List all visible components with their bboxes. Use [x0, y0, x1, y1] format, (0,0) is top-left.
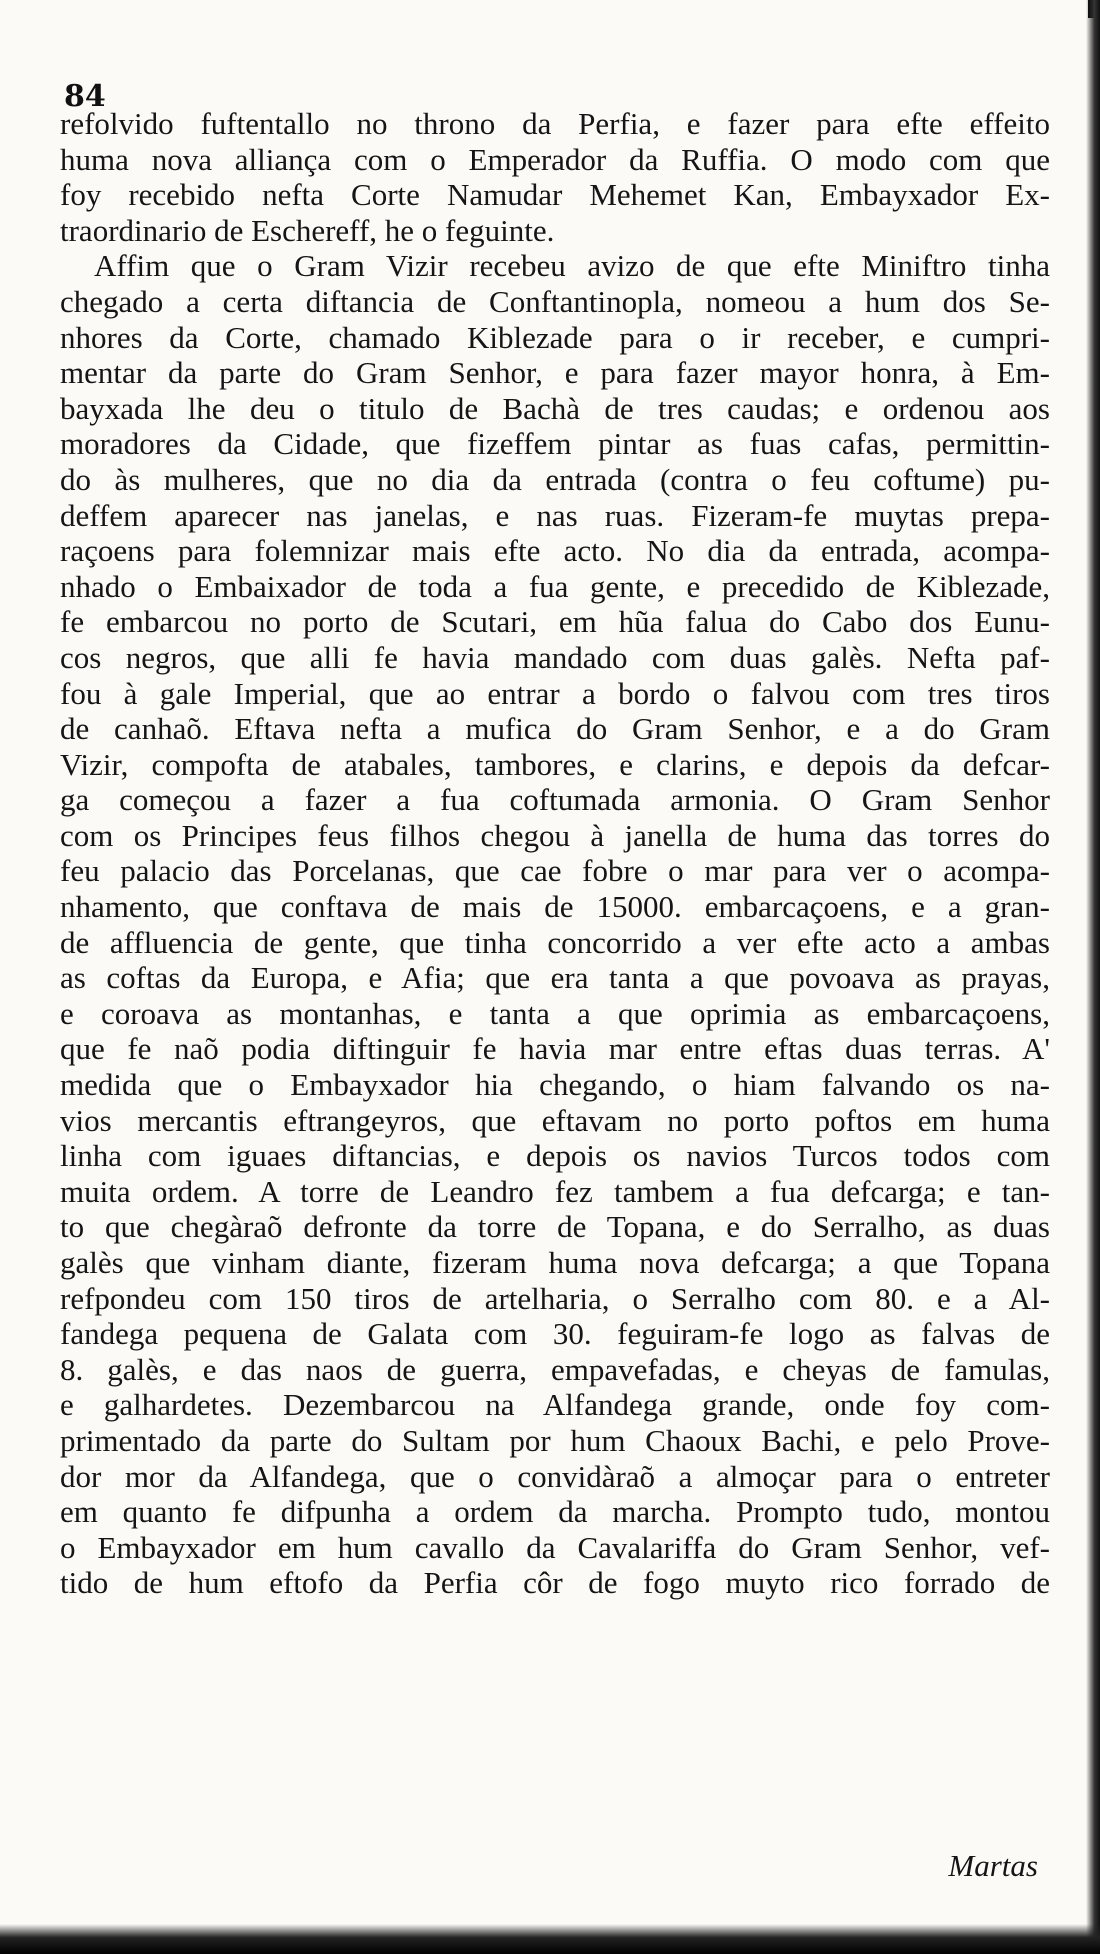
text-line: mentar da parte do Gram Senhor, e para fazer mayor honra, à Em-: [60, 355, 1050, 391]
text-line: fandega pequena de Galata com 30. feguiram-fe logo as falvas de: [60, 1316, 1050, 1352]
text-line: foy recebido nefta Corte Namudar Mehemet Kan, Embayxador Ex-: [60, 177, 1050, 213]
text-line: fou à gale Imperial, que ao entrar a bordo o falvou com tres tiros: [60, 675, 1050, 711]
text-line: linha com iguaes diftancias, e depois os navios Turcos todos com: [60, 1138, 1050, 1174]
text-line: dor mor da Alfandega, que o convidàraõ a almoçar para o entreter: [60, 1458, 1050, 1494]
text-line: 8. galès, e das naos de guerra, empavefadas, e cheyas de famulas,: [60, 1351, 1050, 1387]
text-line: muita ordem. A torre de Leandro fez tambem a fua defcarga; e tan-: [60, 1173, 1050, 1209]
text-line: as coftas da Europa, e Afia; que era tanta a que povoava as prayas,: [60, 960, 1050, 996]
text-line: e coroava as montanhas, e tanta a que oprimia as embarcaçoens,: [60, 995, 1050, 1031]
text-line: nhado o Embaixador de toda a fua gente, e precedido de Kiblezade,: [60, 568, 1050, 604]
catchword: Martas: [948, 1848, 1038, 1883]
text-line: refolvido fuftentallo no throno da Perfia, e fazer para efte effeito: [60, 106, 1050, 141]
text-line: fe embarcou no porto de Scutari, em hũa falua do Cabo dos Eunu-: [60, 604, 1050, 640]
text-line: medida que o Embayxador hia chegando, o hiam falvando os na-: [60, 1067, 1050, 1103]
text-line: nhores da Corte, chamado Kiblezade para o ir receber, e cumpri-: [60, 319, 1050, 355]
text-line: nhamento, que conftava de mais de 15000. embarcaçoens, e a gran-: [60, 889, 1050, 925]
text-line: cos negros, que alli fe havia mandado com duas galès. Nefta paf-: [60, 639, 1050, 675]
text-line: do às mulheres, que no dia da entrada (contra o feu coftume) pu-: [60, 461, 1050, 497]
text-line: Vizir, compofta de atabales, tambores, e clarins, e depois da defcar-: [60, 746, 1050, 782]
text-line: feu palacio das Porcelanas, que cae fobre o mar para ver o acompa-: [60, 853, 1050, 889]
text-line: de affluencia de gente, que tinha concorrido a ver efte acto a ambas: [60, 924, 1050, 960]
text-line: traordinario de Eschereff, he o feguinte.: [60, 212, 555, 248]
text-line: ga começou a fazer a fua coftumada armonia. O Gram Senhor: [60, 782, 1050, 818]
text-line: que fe naõ podia diftinguir fe havia mar entre eftas duas terras. A': [60, 1031, 1050, 1067]
scan-bottom-edge: [0, 1924, 1100, 1954]
page-number: 84: [64, 79, 106, 114]
text-line: e galhardetes. Dezembarcou na Alfandega grande, onde foy com-: [60, 1387, 1050, 1423]
text-line: deffem aparecer nas janelas, e nas ruas. Fizeram-fe muytas prepa-: [60, 497, 1050, 533]
scan-right-edge: [1086, 0, 1100, 1954]
text-line: de canhaõ. Eftava nefta a mufica do Gram Senhor, e a do Gram: [60, 711, 1050, 747]
text-line: galès que vinham diante, fizeram huma nova defcarga; a que Topana: [60, 1245, 1050, 1280]
text-line: to que chegàraõ defronte da torre de Topana, e do Serralho, as duas: [60, 1209, 1050, 1245]
text-line: primentado da parte do Sultam por hum Chaoux Bachi, e pelo Prove-: [60, 1422, 1050, 1458]
text-line: bayxada lhe deu o titulo de Bachà de tres caudas; e ordenou aos: [60, 390, 1050, 426]
text-line: com os Principes feus filhos chegou à janella de huma das torres do: [60, 817, 1050, 853]
text-line: vios mercantis eftrangeyros, que eftavam no porto poftos em huma: [60, 1102, 1050, 1138]
text-line: em quanto fe difpunha a ordem da marcha. Prompto tudo, montou: [60, 1494, 1050, 1530]
text-line: huma nova alliança com o Emperador da Ruffia. O modo com que: [60, 141, 1050, 177]
body-text: [60, 106, 1050, 1601]
text-line: Affim que o Gram Vizir recebeu avizo de que efte Miniftro tinha: [94, 248, 1050, 284]
text-line: moradores da Cidade, que fizeffem pintar as fuas cafas, permittin-: [60, 426, 1050, 462]
text-line: refpondeu com 150 tiros de artelharia, o Serralho com 80. e a Al-: [60, 1280, 1050, 1316]
text-line: tido de hum eftofo da Perfia côr de fogo muyto rico forrado de: [60, 1565, 1050, 1601]
text-line: o Embayxador em hum cavallo da Cavalariffa do Gram Senhor, vef-: [60, 1529, 1050, 1565]
text-line: chegado a certa diftancia de Conftantinopla, nomeou a hum dos Se-: [60, 283, 1050, 319]
text-line: raçoens para folemnizar mais efte acto. No dia da entrada, acompa-: [60, 533, 1050, 569]
